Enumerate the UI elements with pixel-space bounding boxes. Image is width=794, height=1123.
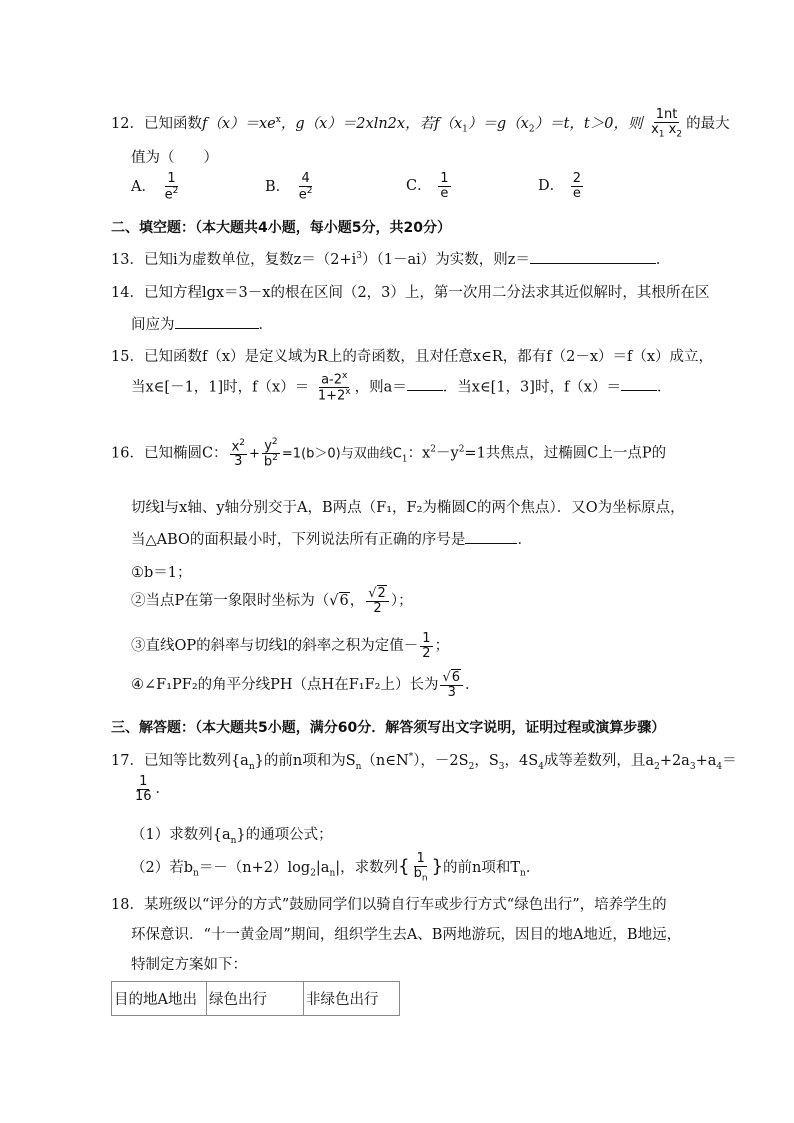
- question-number: 13．: [111, 252, 144, 268]
- fraction-lnt-over-x1x2: $\frac{1nt}{x_1 x_2}$: [651, 107, 683, 140]
- q16-option-2: ②当点P在第一象限时坐标为（√6， $\frac{√2}{2}$ ）；: [131, 586, 413, 616]
- question-number: 15．: [111, 349, 144, 365]
- answer-blank[interactable]: [175, 314, 259, 329]
- table-row: [112, 982, 400, 1016]
- q12-option-b[interactable]: B． $\frac{4}{e^2}$: [265, 171, 313, 202]
- q17-part-2: （2）若$b_n=-(n+2)\log_2|a_n|$，求数列{ $\frac{1}{b_n}$ }的前n项和$T_n$．: [131, 851, 541, 884]
- section-heading-fill-in: 二、填空题：（本大题共4小题，每小题5分，共20分）: [111, 220, 451, 236]
- table-cell-green: 绿色出行: [207, 982, 304, 1016]
- q14-line1: 14．已知方程lgx＝3－x的根在区间（2，3）上，第一次用二分法求其近似解时，其根所在区: [111, 285, 710, 301]
- q16-line1: 16．已知椭圆C： $\frac{x^2}{3}$ + $\frac{y^2}{b^2}$ =1(b＞0)与双曲线$C_1$：$x^2-y^2=1$共焦点，过椭圆C上一点P的: [111, 437, 667, 470]
- question-number: 17．: [111, 753, 144, 769]
- q15-line1: 15．已知函数f（x）是定义域为R上的奇函数，且对任意x∈R，都有f（2－x）＝f（x）成立，: [111, 349, 714, 365]
- question-number: 14．: [111, 285, 144, 301]
- answer-blank[interactable]: [465, 529, 517, 544]
- answer-blank-fx[interactable]: [621, 376, 657, 391]
- q16-option-3: ③直线OP的斜率与切线l的斜率之积为定值－ $\frac{1}{2}$ ；: [131, 631, 450, 661]
- q18-line3: 特制定方案如下：: [131, 957, 247, 973]
- q12-option-c[interactable]: C． $\frac{1}{e}$: [406, 171, 449, 201]
- q16-option-1: ①b＝1；: [131, 565, 192, 581]
- q13-line: 13．已知i为虚数单位，复数$z=(2+i^3)(1-ai)$为实数，则z＝ ．: [111, 248, 670, 269]
- question-number: 18．: [111, 897, 144, 913]
- q12-line2: 值为（ ）: [131, 150, 218, 166]
- table-cell-destination: 目的地A地出: [112, 982, 207, 1016]
- q14-line2: 间应为 ．: [131, 313, 273, 334]
- q16-line3: 当△ABO的面积最小时，下列说法所有正确的序号是 ．: [131, 528, 532, 549]
- fraction-fx-definition: $\frac{a-2^x}{1+2^x}$: [317, 371, 351, 404]
- section-heading-solutions: 三、解答题：（本大题共5小题，满分60分．解答须写出文字说明，证明过程或演算步骤）: [111, 720, 666, 736]
- answer-blank[interactable]: [530, 249, 656, 264]
- q15-line2: 当x∈[－1，1]时，f（x）＝ $\frac{a-2^x}{1+2^x}$ ，则a＝ ．当x∈[1，3]时，f（x）＝ ．: [131, 371, 672, 404]
- q17-part-1: （1）求数列$\{a_n\}$的通项公式；: [131, 827, 333, 846]
- table-cell-non-green: 非绿色出行: [304, 982, 400, 1016]
- q12-option-a[interactable]: A． $\frac{1}{e^2}$: [131, 171, 179, 202]
- question-number: 12．: [111, 115, 144, 132]
- answer-blank-a[interactable]: [407, 376, 443, 391]
- question-number: 16．: [111, 445, 144, 462]
- q18-line1: 18．某班级以“评分的方式”鼓励同学们以骑自行车或步行方式“绿色出行”，培养学生的: [111, 897, 667, 913]
- q16-option-4: ④∠F₁PF₂的角平分线PH（点H在F₁F₂上）长为 $\frac{√6}{3}$ ．: [131, 670, 480, 700]
- q12-option-d[interactable]: D． $\frac{2}{e}$: [538, 171, 582, 201]
- q16-line2: 切线l与x轴、y轴分别交于A，B两点（F₁，F₂为椭圆C的两个焦点）．又O为坐标原点，: [131, 500, 685, 516]
- q17-line1: 17．已知等比数列$\{a_n\}$的前n项和为$S_n(n\in N^*)$，$-2S_2$，$S_3$，$4S_4$成等差数列，且$a_2+2a_3+a_4=$: [111, 752, 737, 772]
- q12-line1: 12．已知函数$f(x)=xe^x$，g（x）＝2xln2x，若$f(x_1)=g(x_2)=t$，t＞0，则 $\frac{1nt}{x_1 x_2}$ 的最大: [111, 107, 730, 140]
- q17-line2: $\frac{1}{16}$ ．: [135, 774, 171, 804]
- q18-line2: 环保意识．“十一黄金周”期间，组织学生去A、B两地游玩，因目的地A地近，B地远，: [131, 927, 682, 943]
- scheme-table: [111, 981, 400, 1016]
- sqrt-symbol: √6: [329, 593, 349, 610]
